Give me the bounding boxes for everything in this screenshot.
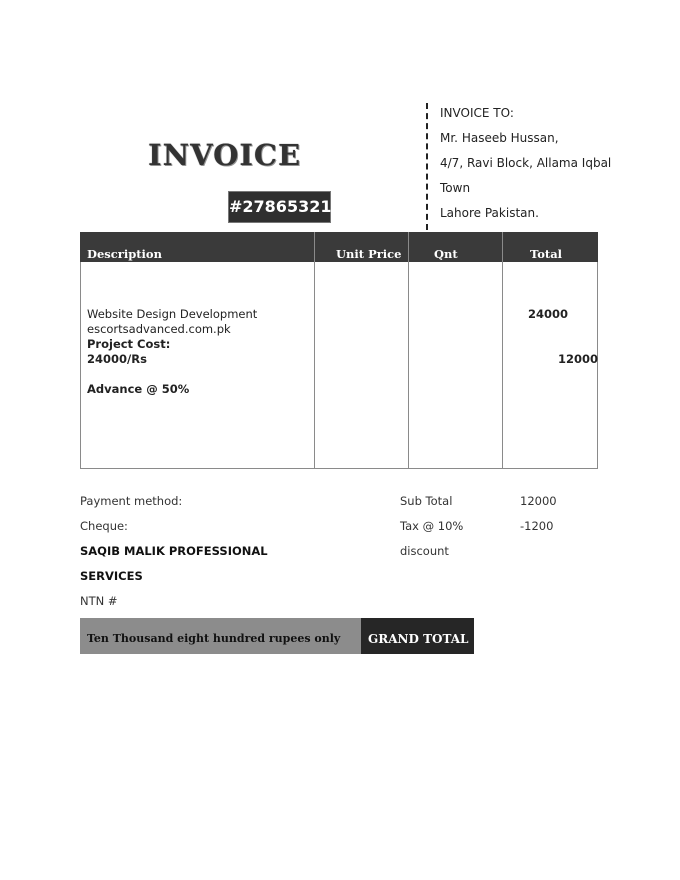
subtotal-value: 12000 xyxy=(520,494,557,508)
header-unit-price: Unit Price xyxy=(336,247,402,261)
project-cost-label: Project Cost: xyxy=(87,337,171,351)
amount-in-words-box xyxy=(80,618,361,654)
invoice-title: INVOICE xyxy=(148,138,302,172)
header-total: Total xyxy=(530,247,563,261)
header-description: Description xyxy=(87,247,162,261)
header-qnt: Qnt xyxy=(434,247,458,261)
company-name-line2: SERVICES xyxy=(80,569,143,583)
bill-to-address-line3: Lahore Pakistan. xyxy=(440,206,539,220)
tax-label: Tax @ 10% xyxy=(400,519,464,533)
grand-total-box xyxy=(361,618,474,654)
item-total-advance: 12000 xyxy=(558,352,599,366)
item-description-line2: escortsadvanced.com.pk xyxy=(87,322,231,336)
tax-value: -1200 xyxy=(520,519,554,533)
column-divider xyxy=(314,232,315,468)
advance-label: Advance @ 50% xyxy=(87,382,190,396)
payment-method-value: Cheque: xyxy=(80,519,128,533)
bill-to-name: Mr. Haseeb Hussan, xyxy=(440,131,559,145)
bill-to-address-line1: 4/7, Ravi Block, Allama Iqbal xyxy=(440,156,612,170)
company-name-line1: SAQIB MALIK PROFESSIONAL xyxy=(80,544,268,558)
project-cost-value: 24000/Rs xyxy=(87,352,147,366)
bill-to-address-line2: Town xyxy=(440,181,471,195)
amount-in-words: Ten Thousand eight hundred rupees only xyxy=(87,632,341,645)
column-divider xyxy=(408,232,409,468)
subtotal-label: Sub Total xyxy=(400,494,453,508)
grand-total-label: GRAND TOTAL xyxy=(368,632,469,646)
item-description-line1: Website Design Development xyxy=(87,307,258,321)
invoice-number-badge: #27865321 xyxy=(229,192,330,222)
item-total-main: 24000 xyxy=(528,307,569,321)
column-divider xyxy=(502,232,503,468)
discount-label: discount xyxy=(400,544,449,558)
divider-dashed xyxy=(426,103,428,230)
bill-to-heading: INVOICE TO: xyxy=(440,106,514,120)
ntn-label: NTN # xyxy=(80,594,118,608)
payment-method-label: Payment method: xyxy=(80,494,183,508)
